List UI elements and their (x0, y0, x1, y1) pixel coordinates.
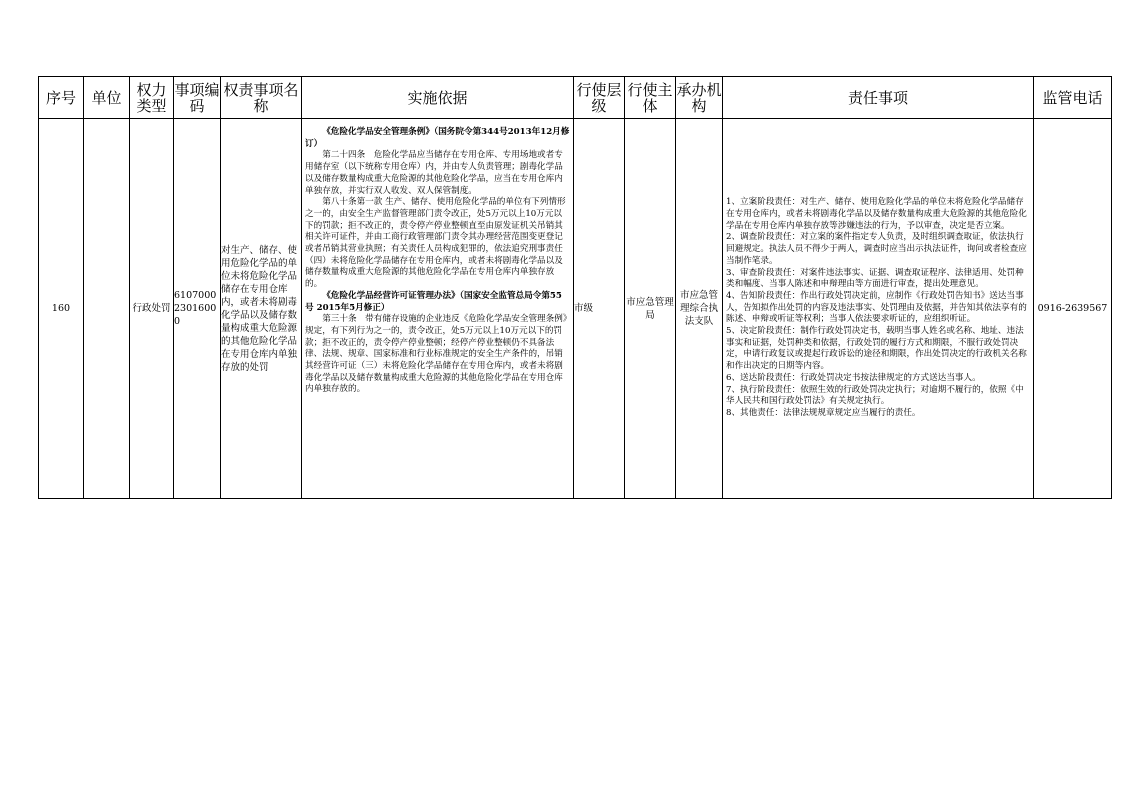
basis-title-regulation: 《危险化学品安全管理条例》（国务院令第344号2013年12月修订） (305, 127, 570, 149)
header-level: 行使层级 (574, 77, 625, 119)
header-item-name: 权责事项名称 (221, 77, 302, 119)
duty-item: 2、调查阶段责任：对立案的案件指定专人负责，及时组织调查取证，依法执行回避规定。执法人员不得少于两人，调查时应当出示执法证件，询问或者检查应当制作笔录。 (726, 232, 1027, 266)
cell-duty (723, 119, 1034, 499)
power-list-table (38, 76, 1112, 499)
cell-subject: 市应急管理局 (625, 119, 676, 499)
basis-title-license-measures: 《危险化学品经营许可证管理办法》（国家安全监管总局令第55号 2015年5月修正） (305, 290, 562, 313)
header-basis: 实施依据 (302, 77, 574, 119)
duty-item: 5、决定阶段责任：制作行政处罚决定书，载明当事人姓名或名称、地址、违法事实和证据，处罚种类和依据，行政处罚的履行方式和期限，不服行政处罚决定，申请行政复议或提起行政诉讼的途径和期限，作出处罚决定的行政机关名称和作出决定的日期等内容。 (726, 326, 1027, 372)
duty-item: 8、其他责任：法律法规规章规定应当履行的责任。 (726, 407, 921, 418)
cell-item-code: 610700023016000 (174, 119, 221, 499)
duty-item: 3、审查阶段责任：对案件违法事实、证据、调查取证程序、法律适用、处罚种类和幅度、当事人陈述和申辩理由等方面进行审查，提出处理意见。 (726, 267, 1024, 290)
cell-item-name: 对生产、储存、使用危险化学品的单位未将危险化学品储存在专用仓库内，或者未将剧毒化学品以及储存数量构成重大危险源的其他危险化学品在专用仓库内单独存放的处罚 (221, 119, 302, 499)
header-phone: 监管电话 (1034, 77, 1112, 119)
header-duty: 责任事项 (723, 77, 1034, 119)
duty-item: 7、执行阶段责任：依照生效的行政处罚决定执行；对逾期不履行的，依照《中华人民共和国行政处罚法》有关规定执行。 (726, 384, 1024, 407)
duty-item: 1、立案阶段责任：对生产、储存、使用危险化学品的单位未将危险化学品储存在专用仓库内，或者未将剧毒化学品以及储存数量构成重大危险源的其他危险化学品在专用仓库内单独存放等涉嫌违法的行为，予以审查，决定是否立案。 (726, 197, 1027, 231)
cell-basis (302, 119, 574, 499)
cell-power-type: 行政处罚 (130, 119, 174, 499)
cell-unit (84, 119, 130, 499)
cell-seq: 160 (39, 119, 84, 499)
cell-agency: 市应急管理综合执法支队 (676, 119, 723, 499)
basis-article-30: 第三十条 带有储存设施的企业违反《危险化学品安全管理条例》规定，有下列行为之一的，责令改正，处5万元以上10万元以下的罚款；拒不改正的，责令停产停业整顿；经停产停业整顿仍不具备法律、法规、规章、国家标准和行业标准规定的安全生产条件的，吊销其经营许可证（三）未将危险化学品储存在专用仓库内，或者未将剧毒化学品以及储存数量构成重大危险源的其他危险化学品在专用仓库内单独存放的。 (305, 314, 568, 395)
header-row (39, 77, 1112, 119)
header-unit: 单位 (84, 77, 130, 119)
basis-article-80: 第八十条第一款 生产、储存、使用危险化学品的单位有下列情形之一的，由安全生产监督管理部门责令改正，处5万元以上10万元以下的罚款；拒不改正的，责令停产停业整顿直至由原发证机关吊销其相关许可证件，并由工商行政管理部门责令其办理经营范围变更登记或者吊销其营业执照；有关责任人员构成犯罪的，依法追究刑事责任（四）未将危险化学品储存在专用仓库内，或者未将剧毒化学品以及储存数量构成重大危险源的其他危险化学品在专用仓库内单独存放的。 (305, 197, 566, 290)
table-row (39, 119, 1112, 499)
cell-level: 市级 (574, 119, 625, 499)
cell-phone: 0916-2639567 (1034, 119, 1112, 499)
duty-item: 4、告知阶段责任：作出行政处罚决定前，应制作《行政处罚告知书》送达当事人，告知拟作出处罚的内容及违法事实、处罚理由及依据，并告知其依法享有的陈述、申辩或听证等权利；当事人依法要求听证的，应组织听证。 (726, 290, 1027, 325)
duty-item: 6、送达阶段责任：行政处罚决定书按法律规定的方式送达当事人。 (726, 372, 981, 383)
header-item-code: 事项编码 (174, 77, 221, 119)
header-agency: 承办机构 (676, 77, 723, 119)
header-subject: 行使主体 (625, 77, 676, 119)
header-power-type: 权力类型 (130, 77, 174, 119)
header-seq: 序号 (39, 77, 84, 119)
basis-article-24: 第二十四条 危险化学品应当储存在专用仓库、专用场地或者专用储存室（以下统称专用仓库）内，并由专人负责管理；剧毒化学品以及储存数量构成重大危险源的其他危险化学品，应当在专用仓库内单独存放，并实行双人收发、双人保管制度。 (305, 150, 563, 196)
